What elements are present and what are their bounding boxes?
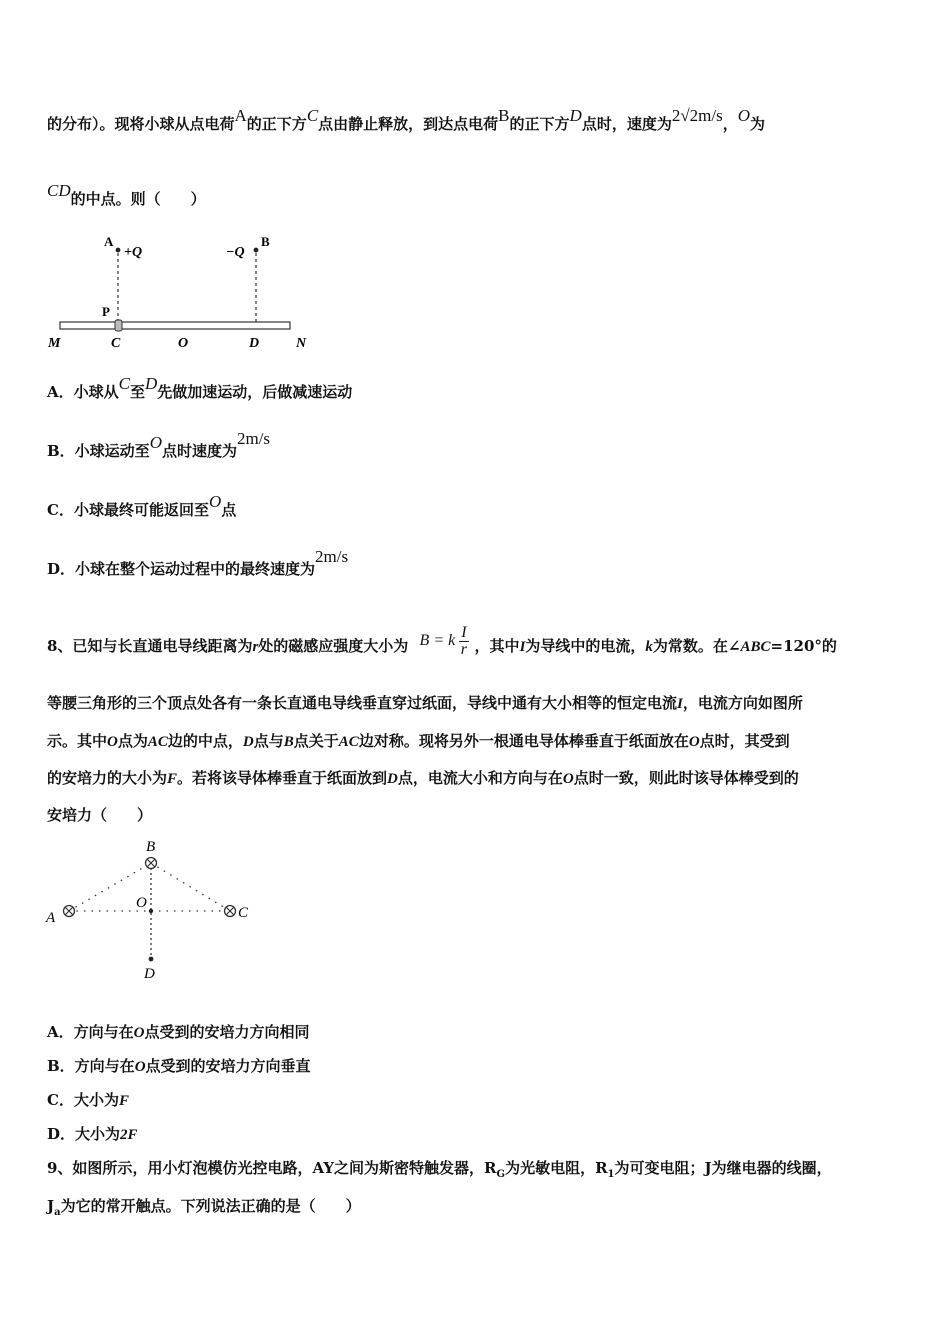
fig8-label-a: A xyxy=(46,910,56,926)
fig8-label-b: B xyxy=(146,839,156,855)
q7-text-line-2: CD的中点。则（ ） xyxy=(47,181,206,208)
fig7-label-n: N xyxy=(296,336,307,351)
q8-option-c: C．大小为F xyxy=(47,1091,129,1109)
q8-figure xyxy=(40,836,260,986)
magnetic-field-formula: B = k $\frac{I}{r}$ xyxy=(419,624,467,658)
fig7-label-d: D xyxy=(249,336,260,351)
fig8-label-d: D xyxy=(144,966,155,982)
fig7-label-b: B xyxy=(261,234,270,249)
q8-text-line-2: 等腰三角形的三个顶点处各有一条长直通电导线垂直穿过纸面，导线中通有大小相等的恒定电流I，电流方向如图所 xyxy=(47,694,803,712)
q8-option-b: B．方向与在O点受到的安培力方向垂直 xyxy=(47,1057,311,1075)
wire-b-into-page-icon xyxy=(146,858,157,869)
side-bc xyxy=(151,863,230,911)
q8-text-line-4: 的安培力的大小为F。若将该导体棒垂直于纸面放到D点，电流大小和方向与在O点时一致，则此时该导体棒受到的 xyxy=(47,769,799,787)
q7-option-b: B．小球运动至O点时速度为2m/s xyxy=(47,429,271,460)
q8-option-d: D．大小为2F xyxy=(47,1125,138,1143)
q8-text-line-1: 8、已知与长直通电导线距离为r处的磁感应强度大小为 B = k $\frac{I}{r}$ ，其中I为导线中的电流，k为常数。在∠ABC=120°的 xyxy=(47,624,837,658)
q7-option-a: A．小球从C至D先做加速运动，后做减速运动 xyxy=(47,374,353,401)
fig7-label-m: M xyxy=(48,336,61,351)
point-d xyxy=(149,957,154,962)
q8-text-line-3: 示。其中O点为AC边的中点，D点与B点关于AC边对称。现将另外一根通电导体棒垂直于纸面放在O点时，其受到 xyxy=(47,732,790,750)
point-o xyxy=(149,909,153,913)
ball-p xyxy=(115,320,122,331)
fig7-label-minus-q: −Q xyxy=(226,245,245,260)
q8-text-line-5: 安培力（ ） xyxy=(47,806,153,824)
q8-option-a: A．方向与在O点受到的安培力方向相同 xyxy=(47,1023,310,1041)
fig8-label-o: O xyxy=(136,895,147,911)
fig7-label-a: A xyxy=(104,234,114,249)
wire-a-into-page-icon xyxy=(64,906,75,917)
q7-figure xyxy=(40,228,330,356)
charge-b-dot xyxy=(254,248,259,253)
charge-a-dot xyxy=(116,248,121,253)
fig7-label-o: O xyxy=(178,336,189,351)
fig7-label-c: C xyxy=(111,336,121,351)
fig7-label-p: P xyxy=(102,304,110,319)
q7-option-c: C．小球最终可能返回至O点 xyxy=(47,492,237,519)
q9-text-line-1: 9、如图所示，用小灯泡模仿光控电路，AY之间为斯密特触发器，$R_G$为光敏电阻，$R_1$为可变电阻；J为继电器的线圈， xyxy=(47,1159,832,1180)
wire-c-into-page-icon xyxy=(225,906,236,917)
fig7-label-plus-q: +Q xyxy=(124,245,143,260)
fig8-label-c: C xyxy=(238,905,249,921)
q7-text-line-1: 的分布）。现将小球从点电荷A的正下方C点由静止释放，到达点电荷B的正下方D点时，速度为2√2m/s，O为 xyxy=(47,106,766,133)
rod-mn xyxy=(60,322,290,329)
q7-option-d: D．小球在整个运动过程中的最终速度为2m/s xyxy=(47,547,349,578)
q9-text-line-2: $J_a$为它的常开触点。下列说法正确的是（ ） xyxy=(47,1197,361,1218)
speed-value: 2√2m/s xyxy=(671,106,723,125)
